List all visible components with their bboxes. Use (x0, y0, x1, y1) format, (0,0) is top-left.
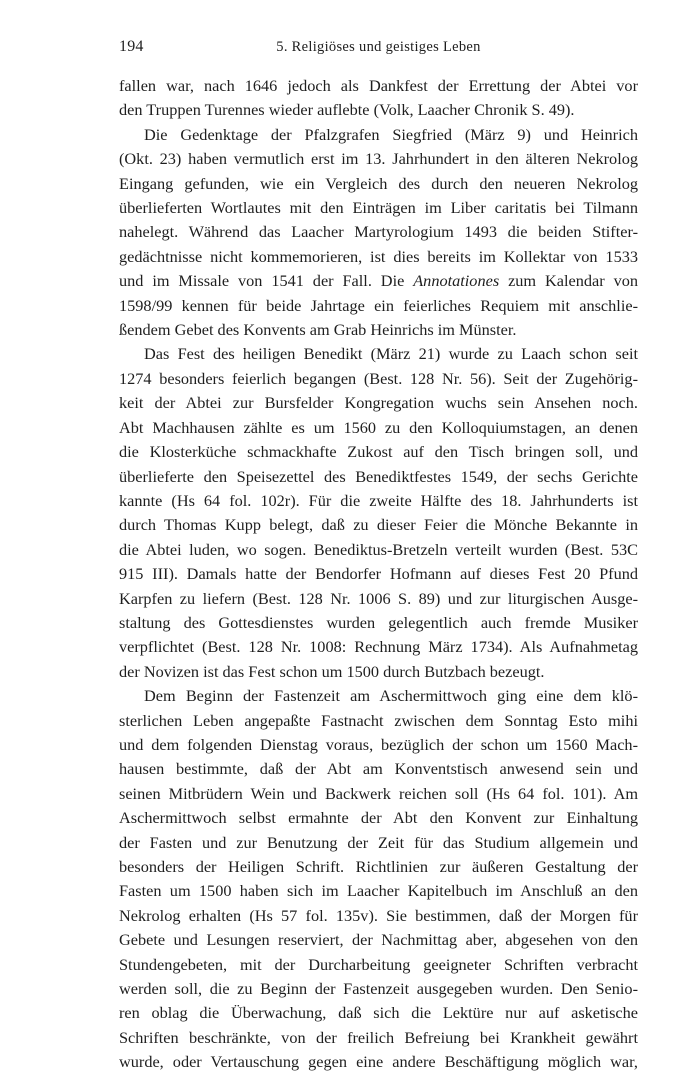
text-line: die Abtei luden, wo sogen. Benediktus-Bretzeln verteilt wurden (Best. 53C (119, 539, 638, 559)
text-line: 1598/99 kennen für beide Jahrtage ein feierliches Requiem mit anschlie- (119, 295, 638, 315)
text-line: werden soll, die zu Beginn der Fastenzeit ausgegeben wurden. Den Senio- (119, 979, 638, 999)
text-line: wurde, oder Vertauschung gegen eine andere Beschäftigung möglich war, (119, 1052, 638, 1072)
text-line: Die Gedenktage der Pfalzgrafen Siegfried (März 9) und Heinrich (144, 124, 638, 144)
text-line: (Okt. 23) haben vermutlich erst im 13. Jahrhundert in den älteren Nekrolog (119, 149, 638, 169)
text-line: ren oblag die Überwachung, daß sich die Lektüre nur auf asketische (119, 1003, 638, 1023)
text-line: fallen war, nach 1646 jedoch als Dankfest der Errettung der Abtei vor (119, 76, 638, 95)
body-text (119, 74, 638, 1075)
page-number: 194 (119, 38, 144, 55)
text-line: verpflichtet (Best. 128 Nr. 1008: Rechnung März 1734). Als Aufnahmetag (119, 637, 638, 657)
text-line: der Novizen ist das Fest schon um 1500 durch Butzbach bezeugt. (119, 661, 545, 681)
text-line: 1274 besonders feierlich begangen (Best. 128 Nr. 56). Seit der Zugehörig- (119, 368, 638, 388)
text-line: Schriften beschränkte, von der freilich Befreiung bei Krankheit gewährt (119, 1027, 638, 1047)
text-line: Stundengebeten, mit der Durcharbeitung geeigneter Schriften verbracht (119, 954, 638, 974)
text-line: Eingang gefunden, wie ein Vergleich des durch den neueren Nekrolog (119, 173, 638, 193)
text-line: Abt Machhausen zählte es um 1560 zu den Kolloquiumstagen, an denen (119, 417, 638, 437)
text-line: den Truppen Turennes wieder auflebte (Volk, Laacher Chronik S. 49). (119, 100, 575, 120)
text-line: Gebete und Lesungen reserviert, der Nachmittag aber, abgesehen von den (119, 930, 638, 950)
text-line: Fasten um 1500 haben sich im Laacher Kapitelbuch im Anschluß an den (119, 881, 638, 901)
text-line: der Fasten und zur Benutzung der Zeit für das Studium allgemein und (119, 832, 638, 852)
text-line: kannte (Hs 64 fol. 102r). Für die zweite Hälfte des 18. Jahrhunderts ist (119, 490, 638, 510)
text-line: durch Thomas Kupp belegt, daß zu dieser Feier die Mönche Bekannte in (119, 515, 638, 535)
text-line: Aschermittwoch selbst ermahnte der Abt den Konvent zur Einhaltung (119, 808, 638, 828)
text-line: überlieferten Wortlautes mit den Einträgen im Liber caritatis bei Tilmann (119, 198, 638, 218)
text-line: keit der Abtei zur Bursfelder Kongregation wuchs sein Ansehen noch. (119, 393, 638, 413)
text-line: Dem Beginn der Fastenzeit am Aschermittwoch ging eine dem klö- (144, 686, 638, 706)
text-line: und im Missale von 1541 der Fall. Die Annotationes zum Kalendar von (119, 271, 639, 291)
text-line: Nekrolog erhalten (Hs 57 fol. 135v). Sie bestimmen, daß der Morgen für (119, 905, 638, 925)
text-line: nahelegt. Während das Laacher Martyrologium 1493 die beiden Stifter- (119, 222, 638, 242)
text-line: gedächtnisse nicht kommemorieren, ist dies bereits im Kollektar von 1533 (119, 246, 638, 266)
text-line: hausen bestimmte, daß der Abt am Konventstisch anwesend sein und (119, 759, 638, 779)
text-line: seinen Mitbrüdern Wein und Backwerk reichen soll (Hs 64 fol. 101). Am (119, 783, 638, 803)
text-line: staltung des Gottesdienstes wurden gelegentlich auch fremde Musiker (119, 612, 638, 632)
running-header (119, 38, 638, 60)
text-line: Karpfen zu liefern (Best. 128 Nr. 1006 S. 89) und zur liturgischen Ausge- (119, 588, 638, 608)
text-line: überlieferte den Speisezettel des Benediktfestes 1549, der sechs Gerichte (119, 466, 638, 486)
text-line: besonders der Heiligen Schrift. Richtlinien zur äußeren Gestaltung der (119, 857, 638, 876)
text-line: und dem folgenden Dienstag voraus, bezüglich der schon um 1560 Mach- (119, 734, 638, 754)
text-line: die Klosterküche schmackhafte Zukost auf den Tisch bringen soll, und (119, 442, 638, 462)
text-line: 915 III). Damals hatte der Bendorfer Hofmann auf dieses Fest 20 Pfund (119, 564, 638, 584)
running-title: 5. Religiöses und geistiges Leben (276, 39, 481, 55)
text-line: sterlichen Leben angepaßte Fastnacht zwischen dem Sonntag Esto mihi (119, 710, 638, 730)
text-line: ßendem Gebet des Konvents am Grab Heinrichs im Münster. (119, 320, 517, 340)
text-line: Das Fest des heiligen Benedikt (März 21) wurde zu Laach schon seit (144, 344, 638, 364)
italic-title: Annotationes (413, 271, 500, 291)
